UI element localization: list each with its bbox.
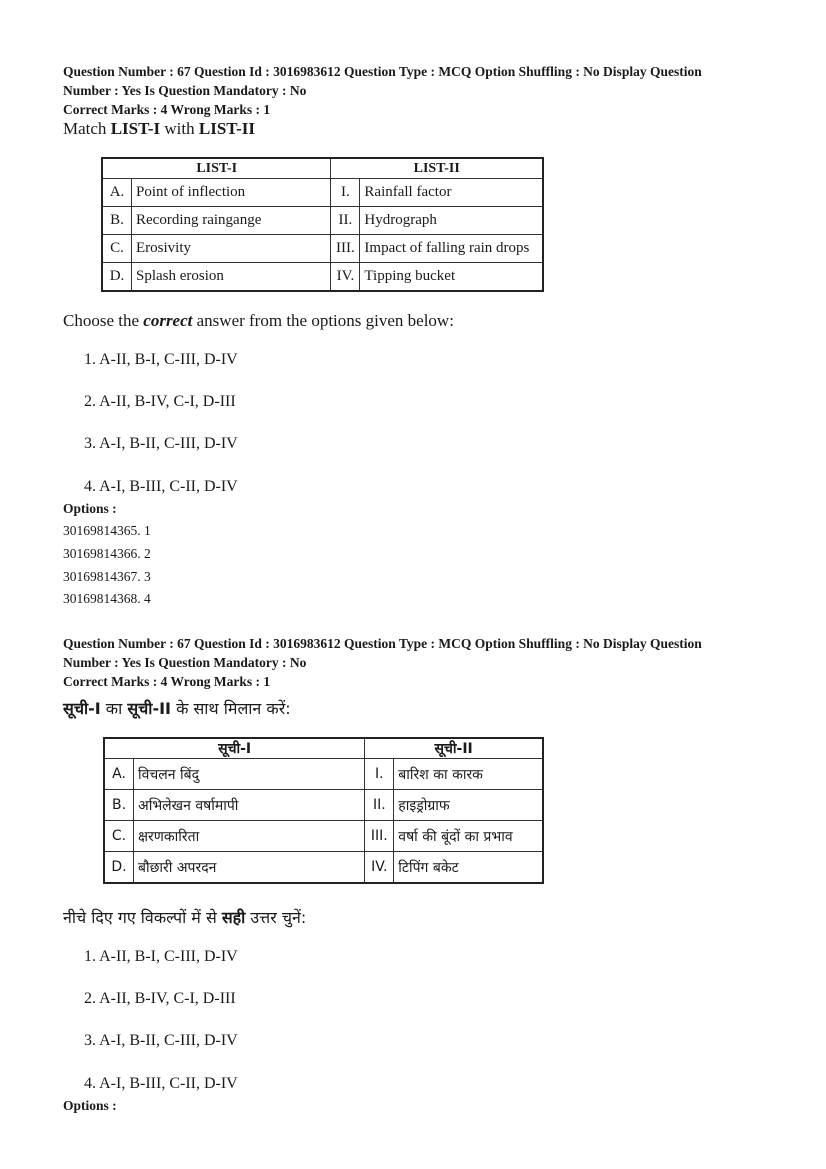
list2-key: IV. bbox=[365, 852, 394, 884]
list1-key: D. bbox=[102, 263, 132, 292]
choose-instruction bbox=[63, 906, 306, 928]
list1-key: B. bbox=[102, 207, 132, 235]
intro-text: Match bbox=[63, 119, 111, 138]
list2-key: IV. bbox=[331, 263, 360, 292]
table-row bbox=[104, 790, 543, 821]
list1-value: Splash erosion bbox=[132, 263, 331, 292]
list1-header: LIST-I bbox=[102, 158, 331, 179]
choose-text: उत्तर चुनें: bbox=[245, 908, 307, 927]
choose-text: Choose the bbox=[63, 311, 144, 330]
table-row bbox=[102, 207, 543, 235]
table-row bbox=[102, 179, 543, 207]
answer-choice: 3. A-I, B-II, C-III, D-IV bbox=[84, 1032, 238, 1049]
list1-value: क्षरणकारिता bbox=[134, 821, 365, 852]
choose-emphasis: सही bbox=[221, 908, 246, 927]
choose-emphasis: correct bbox=[143, 311, 193, 330]
list1-key: C. bbox=[102, 235, 132, 263]
list2-key: I. bbox=[365, 759, 394, 790]
list2-value: Hydrograph bbox=[360, 207, 543, 235]
list1-key: B. bbox=[104, 790, 134, 821]
table-header-row bbox=[102, 158, 543, 179]
list1-value: विचलन बिंदु bbox=[134, 759, 365, 790]
table-row bbox=[102, 235, 543, 263]
list1-value: अभिलेखन वर्षामापी bbox=[134, 790, 365, 821]
intro-text: के साथ मिलान करें: bbox=[171, 699, 291, 718]
intro-text: का bbox=[100, 699, 128, 718]
list2-value: हाइड्रोग्राफ bbox=[394, 790, 543, 821]
table-row bbox=[104, 852, 543, 884]
answer-choice: 1. A-II, B-I, C-III, D-IV bbox=[84, 948, 238, 965]
list1-header: सूची-I bbox=[104, 738, 365, 759]
meta-line: Number : Yes Is Question Mandatory : No bbox=[63, 655, 307, 670]
list2-value: वर्षा की बूंदों का प्रभाव bbox=[394, 821, 543, 852]
list1-key: C. bbox=[104, 821, 134, 852]
options-label: Options : bbox=[63, 1098, 117, 1113]
meta-line: Number : Yes Is Question Mandatory : No bbox=[63, 83, 307, 98]
list1-key: A. bbox=[104, 759, 134, 790]
list2-header: LIST-II bbox=[331, 158, 543, 179]
intro-list1: LIST-I bbox=[110, 119, 161, 138]
table-header-row bbox=[104, 738, 543, 759]
match-table bbox=[101, 157, 544, 292]
meta-line: Question Number : 67 Question Id : 3016983612 Question Type : MCQ Option Shuffling : No Display Question bbox=[63, 636, 702, 651]
meta-line: Correct Marks : 4 Wrong Marks : 1 bbox=[63, 102, 271, 117]
choose-text: नीचे दिए गए विकल्पों में से bbox=[63, 908, 222, 927]
answer-choice: 2. A-II, B-IV, C-I, D-III bbox=[84, 990, 236, 1007]
option-id: 30169814366. 2 bbox=[63, 546, 151, 561]
list1-key: D. bbox=[104, 852, 134, 884]
options-label: Options : bbox=[63, 501, 117, 516]
meta-line: Correct Marks : 4 Wrong Marks : 1 bbox=[63, 674, 271, 689]
question-intro bbox=[63, 697, 291, 719]
list2-key: III. bbox=[331, 235, 360, 263]
intro-list1: सूची-I bbox=[63, 699, 101, 718]
list2-value: बारिश का कारक bbox=[394, 759, 543, 790]
question-intro bbox=[63, 119, 255, 139]
list1-value: Point of inflection bbox=[132, 179, 331, 207]
intro-list2: सूची-II bbox=[127, 699, 171, 718]
table-row bbox=[104, 821, 543, 852]
answer-choice: 2. A-II, B-IV, C-I, D-III bbox=[84, 393, 236, 410]
list2-value: Tipping bucket bbox=[360, 263, 543, 292]
list1-key: A. bbox=[102, 179, 132, 207]
answer-choice: 1. A-II, B-I, C-III, D-IV bbox=[84, 351, 238, 368]
question-meta bbox=[63, 62, 783, 119]
choose-text: answer from the options given below: bbox=[192, 311, 454, 330]
answer-choice: 3. A-I, B-II, C-III, D-IV bbox=[84, 435, 238, 452]
list2-value: टिपिंग बकेट bbox=[394, 852, 543, 884]
list1-value: बौछारी अपरदन bbox=[134, 852, 365, 884]
list2-key: II. bbox=[331, 207, 360, 235]
question-meta bbox=[63, 634, 783, 691]
list2-value: Impact of falling rain drops bbox=[360, 235, 543, 263]
list2-header: सूची-II bbox=[365, 738, 543, 759]
intro-list2: LIST-II bbox=[198, 119, 255, 138]
match-table bbox=[103, 737, 544, 884]
option-id: 30169814365. 1 bbox=[63, 523, 151, 538]
intro-text: with bbox=[160, 119, 199, 138]
list2-value: Rainfall factor bbox=[360, 179, 543, 207]
table-row bbox=[102, 263, 543, 292]
table-row bbox=[104, 759, 543, 790]
list2-key: III. bbox=[365, 821, 394, 852]
option-id: 30169814367. 3 bbox=[63, 569, 151, 584]
option-id: 30169814368. 4 bbox=[63, 591, 151, 606]
answer-choice: 4. A-I, B-III, C-II, D-IV bbox=[84, 1075, 238, 1092]
list2-key: I. bbox=[331, 179, 360, 207]
answer-choice: 4. A-I, B-III, C-II, D-IV bbox=[84, 478, 238, 495]
choose-instruction bbox=[63, 311, 454, 331]
list1-value: Erosivity bbox=[132, 235, 331, 263]
meta-line: Question Number : 67 Question Id : 3016983612 Question Type : MCQ Option Shuffling : No Display Question bbox=[63, 64, 702, 79]
list2-key: II. bbox=[365, 790, 394, 821]
list1-value: Recording raingange bbox=[132, 207, 331, 235]
